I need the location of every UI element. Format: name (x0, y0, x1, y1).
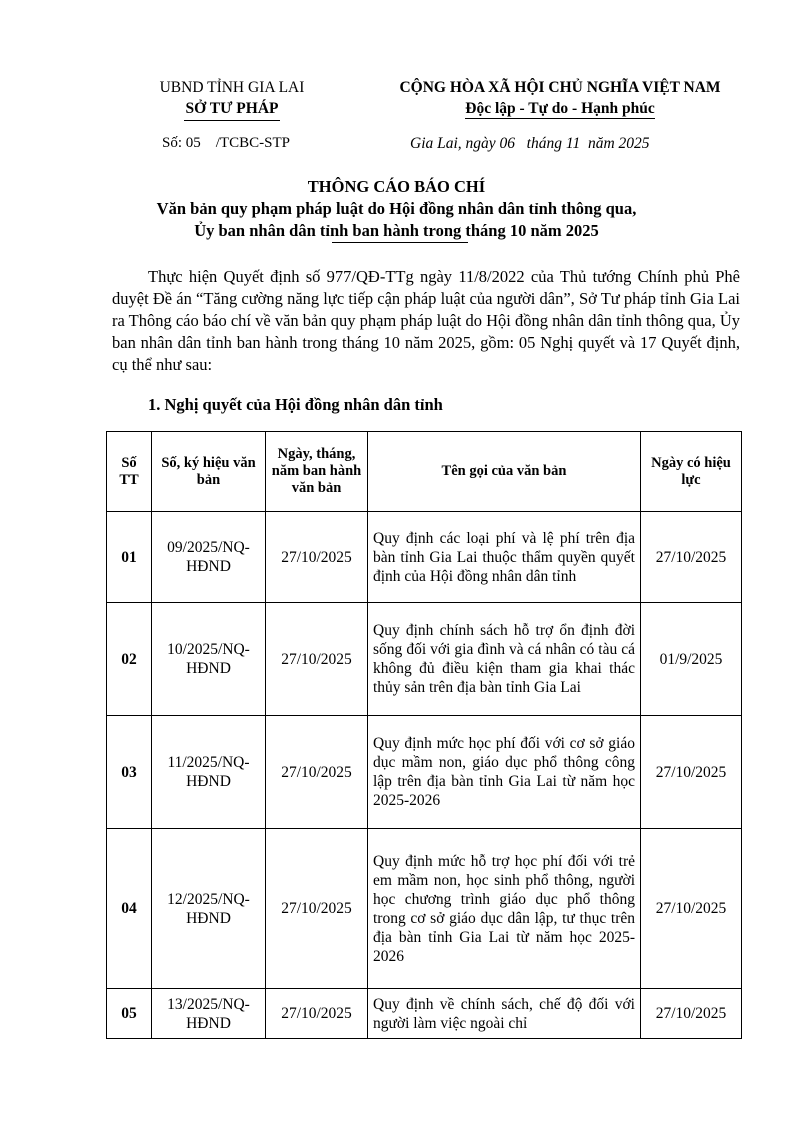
document-number: Số: 05 /TCBC-STP (162, 135, 290, 151)
motto-text: Độc lập - Tự do - Hạnh phúc (465, 100, 655, 117)
issuing-authority (132, 77, 332, 121)
document-date: Gia Lai, ngày 06 tháng 11 năm 2025 (410, 135, 650, 152)
row-effective: 27/10/2025 (641, 829, 742, 989)
row-effective: 01/9/2025 (641, 603, 742, 716)
row-issued: 27/10/2025 (266, 716, 368, 829)
row-symbol: 11/2025/NQ-HĐND (152, 716, 266, 829)
parent-agency: UBND TỈNH GIA LAI (159, 79, 305, 96)
agency-underline (184, 120, 280, 121)
table-row (107, 512, 742, 603)
document-title (100, 176, 693, 243)
table-row (107, 603, 742, 716)
row-stt: 03 (107, 716, 152, 829)
header-name: Tên gọi của văn bản (368, 432, 641, 512)
row-name: Quy định chính sách hỗ trợ ổn định đời sống đối với gia đình và cá nhân có tàu cá không đủ điều kiện tham gia khai thác thủy sản trên địa bàn tỉnh Gia Lai (368, 603, 641, 716)
row-stt: 02 (107, 603, 152, 716)
row-stt: 05 (107, 989, 152, 1039)
header-symbol: Số, ký hiệu văn bản (152, 432, 266, 512)
row-effective: 27/10/2025 (641, 989, 742, 1039)
row-name: Quy định mức hỗ trợ học phí đối với trẻ em mầm non, học sinh phổ thông, người học chương trình giáo dục phổ thông trong cơ sở giáo dục dân lập, tư thục trên địa bàn tỉnh Gia Lai từ năm học 2025-2026 (368, 829, 641, 989)
row-symbol: 09/2025/NQ-HĐND (152, 512, 266, 603)
row-issued: 27/10/2025 (266, 989, 368, 1039)
header-effective: Ngày có hiệu lực (641, 432, 742, 512)
row-stt: 01 (107, 512, 152, 603)
row-symbol: 10/2025/NQ-HĐND (152, 603, 266, 716)
intro-paragraph: Thực hiện Quyết định số 977/QĐ-TTg ngày 11/8/2022 của Thủ tướng Chính phủ Phê duyệt Đề án “Tăng cường năng lực tiếp cận pháp luật của người dân”, Sở Tư pháp tỉnh Gia Lai ra Thông cáo báo chí về văn bản quy phạm pháp luật do Hội đồng nhân dân tỉnh thông qua, Ủy ban nhân dân tỉnh ban hành trong tháng 10 năm 2025, gồm: 05 Nghị quyết và 17 Quyết định, cụ thể như sau: (112, 267, 740, 374)
row-symbol: 13/2025/NQ-HĐND (152, 989, 266, 1039)
table-row (107, 716, 742, 829)
title-underline (332, 242, 468, 243)
header-stt: Số TT (107, 432, 152, 512)
row-name: Quy định mức học phí đối với cơ sở giáo dục mầm non, giáo dục phổ thông công lập trên địa bàn tỉnh Gia Lai từ năm học 2025-2026 (368, 716, 641, 829)
row-issued: 27/10/2025 (266, 512, 368, 603)
agency-name: SỞ TƯ PHÁP (185, 100, 279, 117)
national-motto (360, 77, 760, 119)
section-heading: 1. Nghị quyết của Hội đồng nhân dân tỉnh (148, 395, 443, 414)
title-main: THÔNG CÁO BÁO CHÍ (307, 177, 486, 196)
row-symbol: 12/2025/NQ-HĐND (152, 829, 266, 989)
row-name: Quy định về chính sách, chế độ đối với người làm việc ngoài chỉ (368, 989, 641, 1039)
row-issued: 27/10/2025 (266, 603, 368, 716)
row-effective: 27/10/2025 (641, 716, 742, 829)
country-name: CỘNG HÒA XÃ HỘI CHỦ NGHĨA VIỆT NAM (399, 79, 721, 96)
row-effective: 27/10/2025 (641, 512, 742, 603)
row-issued: 27/10/2025 (266, 829, 368, 989)
title-sub-1: Văn bản quy phạm pháp luật do Hội đồng nhân dân tỉnh thông qua, (156, 199, 637, 218)
table-header-row (107, 432, 742, 512)
header-issued: Ngày, tháng, năm ban hành văn bản (266, 432, 368, 512)
resolutions-table (106, 431, 742, 1039)
table-row (107, 989, 742, 1039)
row-stt: 04 (107, 829, 152, 989)
row-name: Quy định các loại phí và lệ phí trên địa bàn tỉnh Gia Lai thuộc thẩm quyền quyết định của Hội đồng nhân dân tỉnh (368, 512, 641, 603)
table-row (107, 829, 742, 989)
title-sub-2: Ủy ban nhân dân tỉnh ban hành trong tháng 10 năm 2025 (194, 221, 599, 240)
